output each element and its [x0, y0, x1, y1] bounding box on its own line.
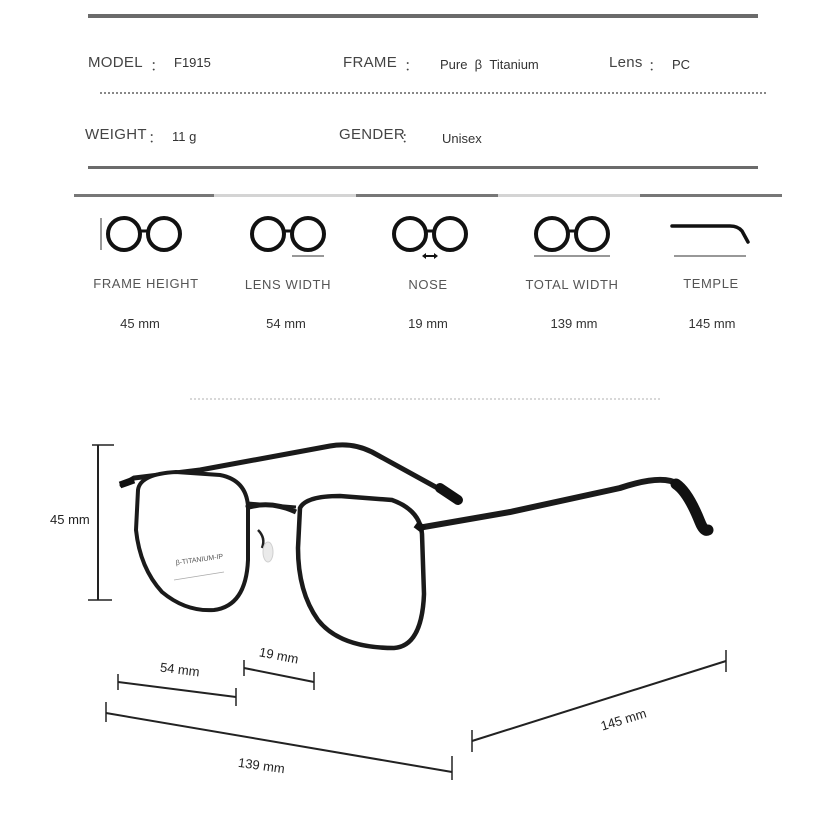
back-temple-tip: [440, 488, 458, 500]
nose-bridge-icon: [384, 212, 476, 262]
measure-value-lens-width: 54 mm: [266, 316, 306, 331]
weight-colon: ：: [148, 130, 165, 147]
model-colon: ：: [150, 58, 167, 75]
height-dimension-line: [88, 445, 114, 600]
frame-value: Pure β Titanium: [440, 57, 539, 72]
lens-colon: ：: [648, 58, 665, 75]
measure-segment: [74, 194, 214, 197]
measure-label-temple: TEMPLE: [683, 276, 739, 291]
measure-value-total-width: 139 mm: [550, 316, 598, 331]
lens-value: PC: [672, 57, 691, 72]
nose-pad-left: [258, 530, 273, 562]
frame-height-icon: [96, 212, 188, 258]
measure-label-nose: NOSE: [408, 277, 448, 292]
total-width-icon: [526, 212, 618, 262]
lens-key: Lens: [609, 54, 643, 71]
left-lens-rim: [136, 472, 248, 610]
frame-colon: ：: [404, 58, 421, 75]
glasses-dimension-diagram: [0, 420, 840, 820]
measure-value-frame-height: 45 mm: [120, 316, 160, 331]
gender-colon: ：: [401, 130, 418, 147]
temple-dimension-line: [472, 650, 726, 752]
weight-key: WEIGHT: [85, 126, 147, 143]
dim-label-height: 45 mm: [50, 512, 90, 527]
measure-label-total-width: TOTAL WIDTH: [525, 277, 619, 292]
frame-key: FRAME: [343, 54, 397, 71]
measure-segment: [214, 194, 356, 197]
measure-segment: [640, 194, 782, 197]
dim-label-temple: 145 mm: [598, 705, 649, 734]
measure-label-lens-width: LENS WIDTH: [244, 277, 332, 292]
dim-label-total-width: 139 mm: [237, 754, 286, 777]
measure-value-temple: 145 mm: [688, 316, 736, 331]
front-temple-tip: [676, 484, 708, 530]
gender-key: GENDER: [339, 126, 405, 143]
measure-value-nose: 19 mm: [408, 316, 448, 331]
top-divider: [88, 14, 758, 18]
right-lens-rim: [298, 496, 424, 648]
lens-print-text: β-TITANIUM-IP: [175, 553, 224, 567]
lens-width-icon: [242, 212, 334, 262]
model-value: F1915: [174, 55, 211, 70]
measure-label-frame-height: FRAME HEIGHT: [93, 276, 199, 291]
lens-width-dimension-line: [118, 674, 236, 706]
temple-icon: [668, 214, 758, 264]
gender-value: Unisex: [442, 131, 482, 146]
weight-value: 11 g: [172, 129, 197, 144]
dim-label-nose: 19 mm: [257, 644, 300, 667]
bottom-divider: [88, 166, 758, 169]
nose-dimension-line: [244, 660, 314, 690]
measure-segment: [498, 194, 640, 197]
model-key: MODEL: [88, 54, 143, 71]
faded-divider: [190, 398, 660, 400]
dotted-divider: [100, 92, 766, 94]
measure-segment: [356, 194, 498, 197]
dim-label-lens-width: 54 mm: [159, 659, 201, 680]
